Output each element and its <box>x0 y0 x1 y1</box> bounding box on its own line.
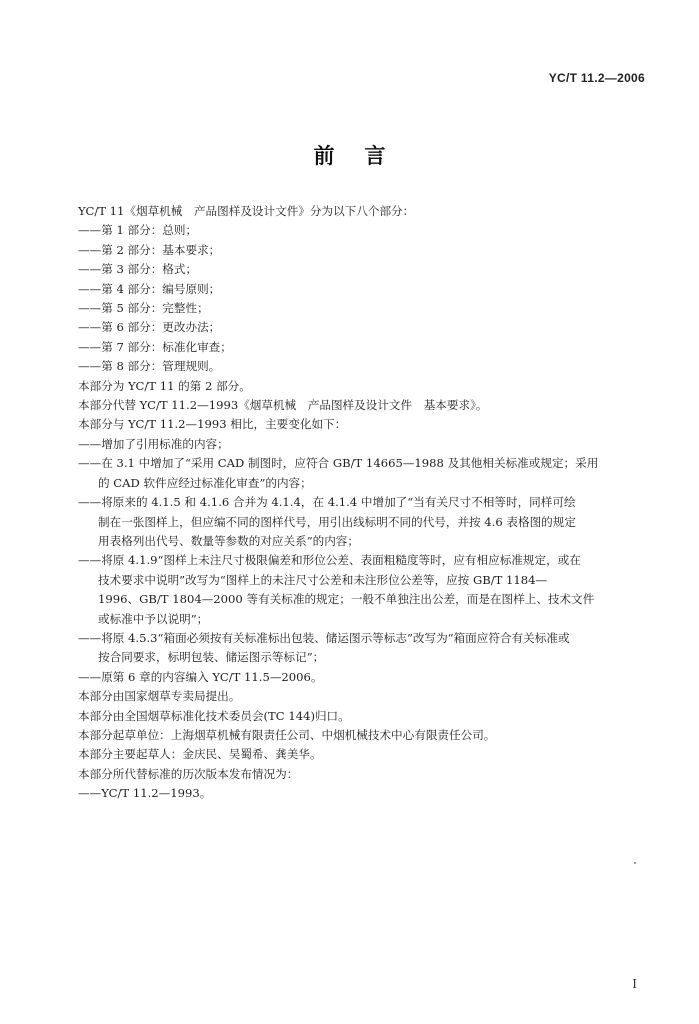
list-item-continuation: 或标准中予以说明”； <box>98 611 209 626</box>
scan-speck <box>634 862 636 864</box>
list-item: ——将原 4.1.9“图样上未注尺寸极限偏差和形位公差、表面粗糙度等时，应有相应标准规定，或在 <box>78 553 581 568</box>
list-item: ——第 3 部分：格式； <box>78 262 198 277</box>
list-item: ——YC/T 11.2—1993。 <box>78 786 212 801</box>
list-item: ——第 4 部分：编号原则； <box>78 281 221 296</box>
text-line: 本部分起草单位：上海烟草机械有限责任公司、中烟机械技术中心有限责任公司。 <box>78 727 496 742</box>
list-item: ——将原 4.5.3“箱面必须按有关标准标出包装、储运图示等标志”改写为“箱面应符合有关标准或 <box>78 630 570 645</box>
list-item-continuation: 制在一张图样上，但应编不同的图样代号，用引出线标明不同的代号，并按 4.6 表格图的规定 <box>98 514 576 529</box>
text-line: 本部分与 YC/T 11.2—1993 相比，主要变化如下： <box>78 417 347 432</box>
list-item: ——原第 6 章的内容编入 YC/T 11.5—2006。 <box>78 669 323 684</box>
list-item-continuation: 用表格列出代号、数量等参数的对应关系”的内容； <box>98 533 359 548</box>
list-item-continuation: 的 CAD 软件应经过标准化审查”的内容； <box>98 475 312 490</box>
list-item: ——在 3.1 中增加了“采用 CAD 制图时，应符合 GB/T 14665—1988 及其他相关标准或规定；采用 <box>78 456 599 471</box>
header-standard-code: YC/T 11.2—2006 <box>548 71 645 85</box>
page-title: 前言 <box>313 144 416 168</box>
text-line: 本部分由国家烟草专卖局提出。 <box>78 689 241 704</box>
text-line: 本部分代替 YC/T 11.2—1993《烟草机械 产品图样及设计文件 基本要求》。 <box>78 398 488 413</box>
list-item: ——增加了引用标准的内容； <box>78 436 229 451</box>
list-item: ——第 6 部分：更改办法； <box>78 320 221 335</box>
list-item: ——第 8 部分：管理规则。 <box>78 359 221 374</box>
text-line: YC/T 11《烟草机械 产品图样及设计文件》分为以下八个部分： <box>78 204 415 218</box>
text-line: 本部分主要起草人：金庆民、吴蜀希、龚美华。 <box>78 747 322 762</box>
foreword-body <box>78 202 648 804</box>
list-item-continuation: 按合同要求，标明包装、储运图示等标记”； <box>98 650 325 665</box>
list-item: ——将原来的 4.1.5 和 4.1.6 合并为 4.1.4，在 4.1.4 中增加了“当有关尺寸不相等时，同样可绘 <box>78 495 576 510</box>
list-item: ——第 5 部分：完整性； <box>78 301 209 316</box>
text-line: 本部分为 YC/T 11 的第 2 部分。 <box>78 378 251 393</box>
list-item: ——第 2 部分：基本要求； <box>78 242 221 257</box>
list-item-continuation: 技术要求中说明”改写为“图样上的未注尺寸公差和未注形位公差等，应按 GB/T 1184— <box>98 572 548 587</box>
list-item-continuation: 1996、GB/T 1804—2000 等有关标准的规定；一般不单独注出公差，而是在图样上、技术文件 <box>98 592 595 607</box>
page-number: I <box>632 977 637 991</box>
list-item: ——第 7 部分：标准化审查； <box>78 339 232 354</box>
text-line: 本部分所代替标准的历次版本发布情况为： <box>78 766 299 781</box>
text-line: 本部分由全国烟草标准化技术委员会(TC 144)归口。 <box>78 708 350 723</box>
list-item: ——第 1 部分：总则； <box>78 223 198 238</box>
